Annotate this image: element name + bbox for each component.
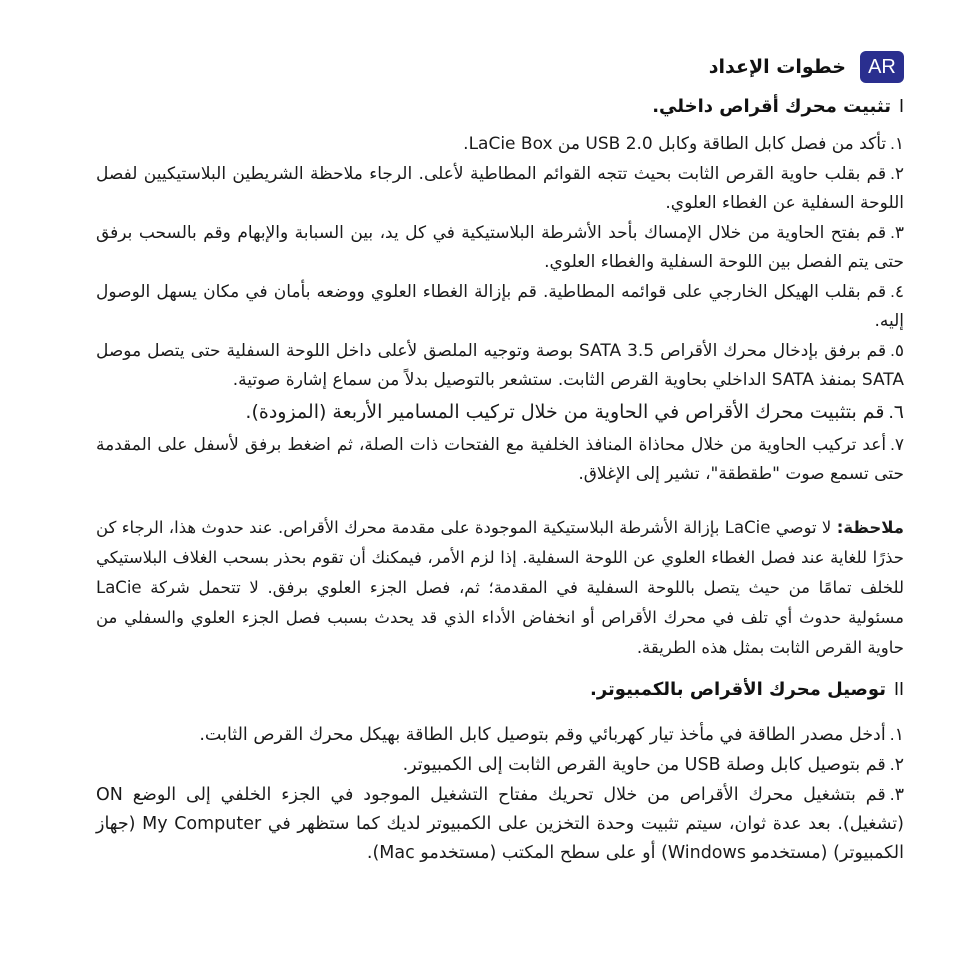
step-number: ١.	[890, 134, 904, 153]
step-list	[96, 720, 904, 868]
note-text: لا توصي LaCie بإزالة الأشرطة البلاستيكية الموجودة على مقدمة محرك الأقراص. عند حدوث هذا، الرجاء كن حذرًا للغاية عند فصل الغطاء العلوي عن اللوحة السفلية. إذا لزم الأمر، فيمكنك أن تقوم بحذر بسحب الغلاف البلاستيكي للخلف تمامًا من حيث يتصل باللوحة السفلية في المقدمة؛ ثم، فصل الجزء العلوي برفق. لا تتحمل شركة LaCie مسئولية حدوث أي تلف في محرك الأقراص أو انخفاض الأداء الذي قد يحدث بسبب فصل الجزء العلوي والسفلي من حاوية القرص الثابت بمثل هذه الطريقة.	[96, 518, 904, 657]
section-heading	[96, 679, 904, 700]
step-number: ٥.	[890, 341, 904, 360]
list-item	[96, 720, 904, 750]
step-number: ١.	[889, 724, 904, 744]
list-item	[96, 159, 904, 218]
section-number: I	[898, 96, 904, 116]
list-item	[96, 277, 904, 336]
list-item	[96, 780, 904, 868]
step-number: ٢.	[889, 754, 904, 774]
section-number: II	[893, 679, 904, 699]
step-list	[96, 129, 904, 489]
step-text: أعد تركيب الحاوية من خلال محاذاة المنافذ الخلفية مع الفتحات ذات الصلة، ثم اضغط برفق لأسفل على المقدمة حتى تسمع صوت "طقطقة"، تشير إلى الإغلاق.	[96, 435, 904, 484]
list-item	[96, 395, 904, 430]
step-number: ٣.	[890, 223, 904, 242]
section-heading	[96, 96, 904, 117]
step-number: ٦.	[888, 402, 904, 423]
list-item	[96, 129, 904, 159]
step-text: أدخل مصدر الطاقة في مأخذ تيار كهربائي وقم بتوصيل كابل الطاقة بهيكل محرك القرص الثابت.	[199, 725, 886, 745]
step-text: قم بفتح الحاوية من خلال الإمساك بأحد الأشرطة البلاستيكية في كل يد، بين السبابة والإبهام وقم بالسحب برفق حتى يتم الفصل بين اللوحة السفلية والغطاء العلوي.	[96, 223, 904, 272]
page-title: خطوات الإعداد	[708, 56, 846, 78]
section-connect-drive	[96, 679, 904, 868]
step-number: ٣.	[889, 784, 904, 804]
language-badge: AR	[860, 51, 904, 83]
section-install-internal-drive	[96, 96, 904, 489]
note-paragraph	[96, 513, 904, 663]
step-text: قم بقلب حاوية القرص الثابت بحيث تتجه القوائم المطاطية لأعلى. الرجاء ملاحظة الشريطين البلاستيكيين لفصل اللوحة السفلية عن الغطاء العلوي.	[96, 164, 904, 213]
step-text: قم بتوصيل كابل وصلة USB من حاوية القرص الثابت إلى الكمبيوتر.	[402, 755, 886, 775]
list-item	[96, 218, 904, 277]
section-title: توصيل محرك الأقراص بالكمبيوتر.	[589, 679, 886, 700]
note-label: ملاحظة:	[836, 518, 905, 537]
list-item	[96, 336, 904, 395]
section-title: تثبيت محرك أقراص داخلي.	[652, 96, 891, 117]
step-text: تأكد من فصل كابل الطاقة وكابل USB 2.0 من LaCie Box.	[463, 134, 887, 154]
page-header	[96, 50, 904, 84]
list-item	[96, 430, 904, 489]
list-item	[96, 750, 904, 780]
step-number: ٧.	[890, 435, 904, 454]
step-text: قم بقلب الهيكل الخارجي على قوائمه المطاطية. قم بإزالة الغطاء العلوي ووضعه بأمان في مكان يسهل الوصول إليه.	[96, 282, 904, 331]
manual-page	[96, 50, 904, 868]
step-text: قم بتشغيل محرك الأقراص من خلال تحريك مفتاح التشغيل الموجود في الجزء الخلفي إلى الوضع ON (تشغيل). بعد عدة ثوان، سيتم تثبيت وحدة التخزين على الكمبيوتر لديك كما ستظهر في My Computer (جهاز الكمبيوتر) (مستخدمو Windows) أو على سطح المكتب (مستخدمو Mac).	[96, 785, 904, 863]
step-number: ٢.	[890, 164, 904, 183]
step-text: قم برفق بإدخال محرك الأقراص SATA 3.5 بوصة وتوجيه الملصق لأعلى داخل اللوحة السفلية حتى يتصل موصل SATA بمنفذ SATA الداخلي بحاوية القرص الثابت. ستشعر بالتوصيل بدلاً من سماع إشارة صوتية.	[96, 341, 904, 390]
step-number: ٤.	[890, 282, 904, 301]
step-text: قم بتثبيت محرك الأقراص في الحاوية من خلال تركيب المسامير الأربعة (المزودة).	[245, 401, 885, 423]
